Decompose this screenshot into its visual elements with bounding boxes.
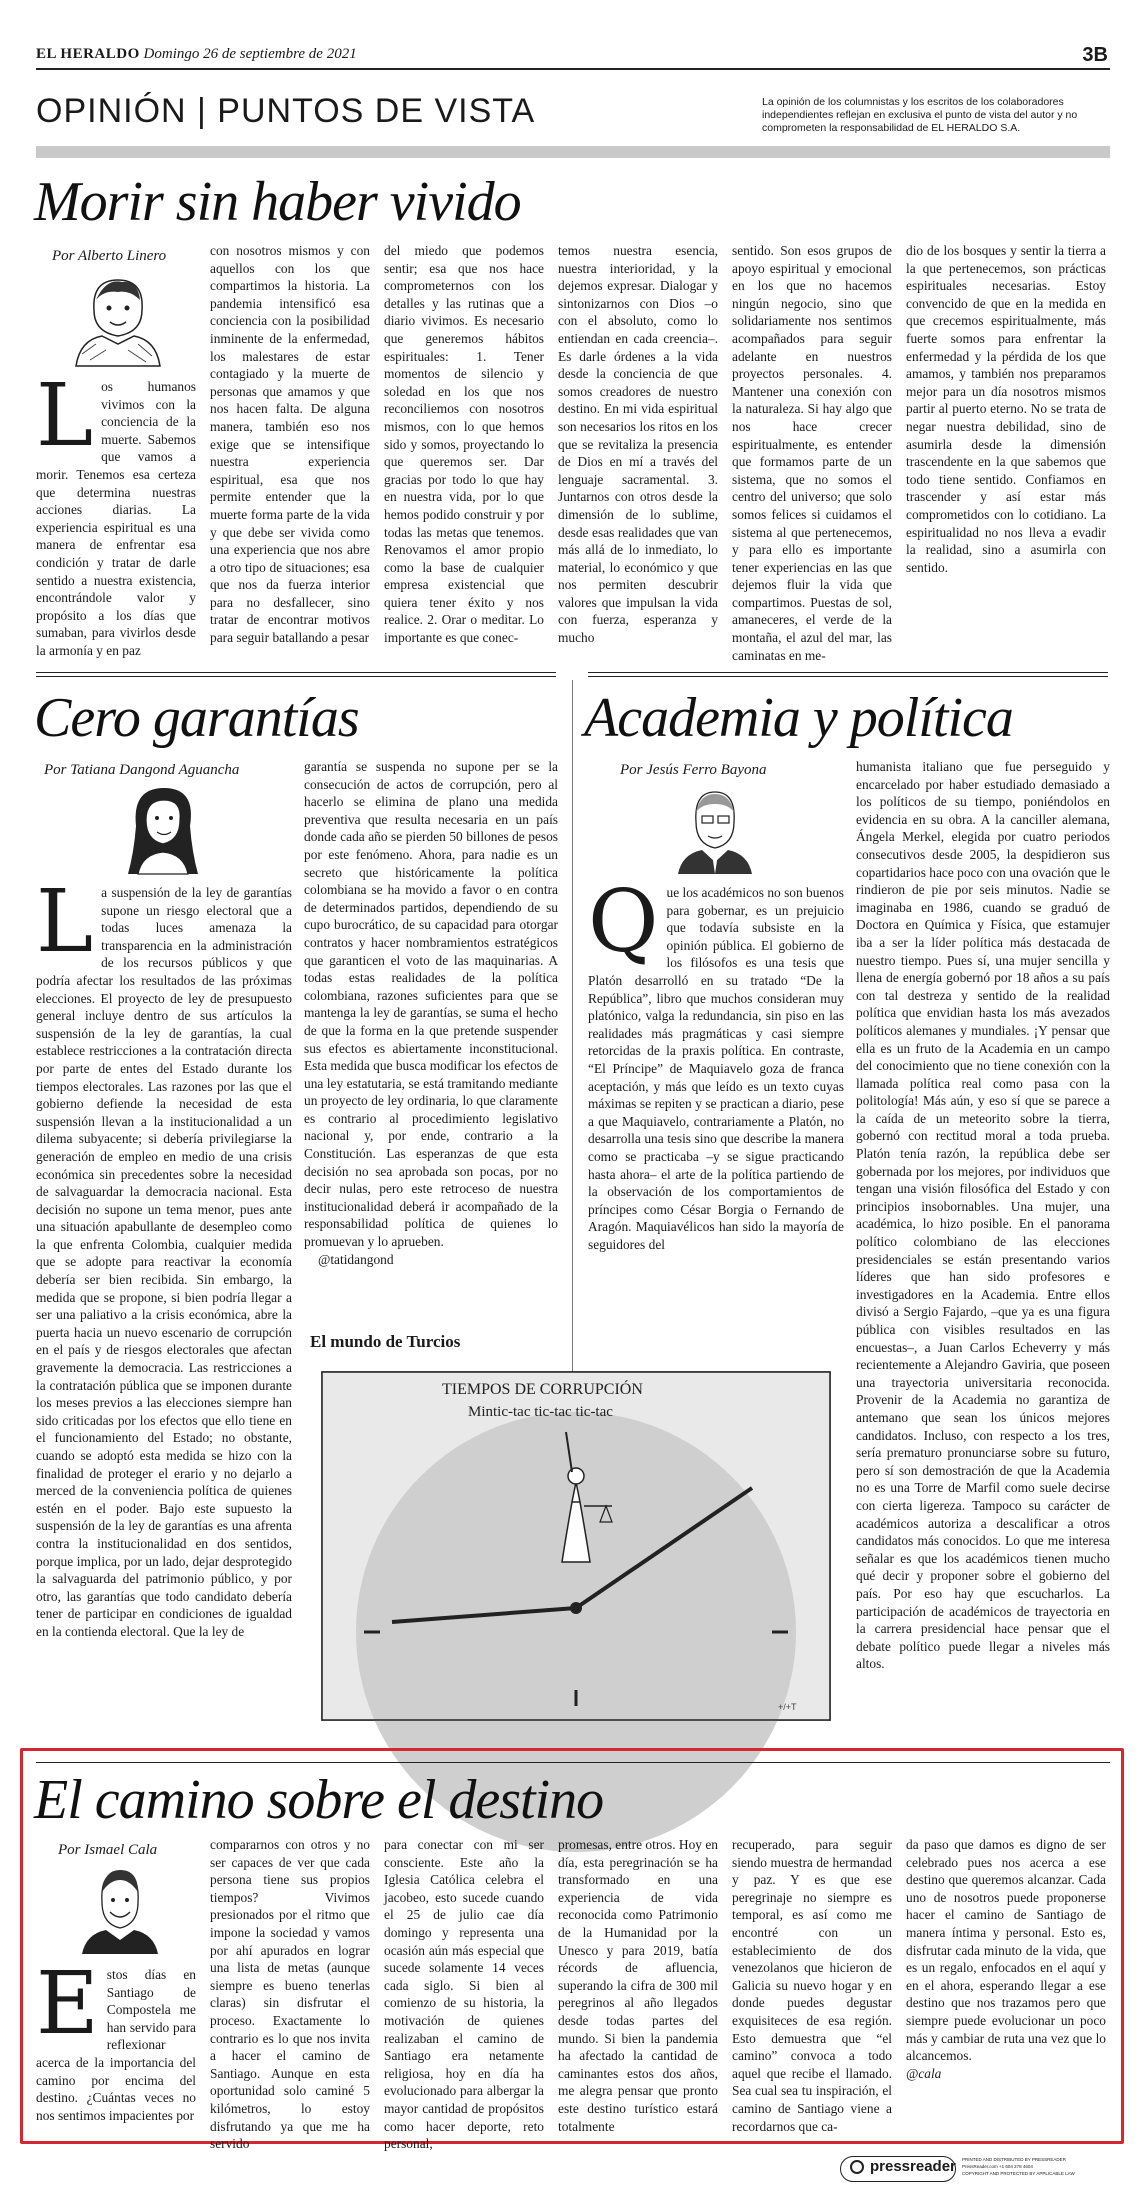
pressreader-footer <box>840 2154 1075 2184</box>
dropcap: L <box>36 366 94 466</box>
article1-col1 <box>36 366 196 658</box>
divider-rule <box>36 676 556 677</box>
divider-rule <box>588 676 1108 677</box>
byline-article4: Por Ismael Cala <box>58 1842 158 1858</box>
cartoonist-signature: +/+T <box>778 1702 797 1712</box>
article4-col2: compararnos con otros y no ser capaces de ver que cada persona tiene sus propios tiempos? Vivimos presionados por el ritmo que impone la sociedad y vamos por ahí apurados en lograr una lista de metas (aunque siempre es bueno tenerlas claras) sin disfrutar el proceso. Exactamente lo contrario es lo que nos invita a hacer el camino de Santiago. Aunque en esta oportunidad solo caminé 5 kilómetros, lo estoy disfrutando ya que me ha servido <box>210 1837 370 2152</box>
article1-col5: sentido. Son esos grupos de apoyo espiritual y emocional en los que no hacemos ningún negocio, sino que solidariamente nos sentimos acompañados para seguir adelante en nuestros proyectos personales. 4. Mantener una conexión con la naturaleza. Si hay algo que nos hace crecer espiritualmente, es entender que formamos parte de un sistema, que no somos el centro del universo; que solo somos felices si cuidamos el sistema al que pertenecemos, y para ello es importante tener experiencias en las que dejemos fluir la vida que compartimos. Puestas de sol, amaneceres, el verde de la montaña, el azul del mar, las caminatas en me- <box>732 243 892 663</box>
author-portrait-dangond <box>118 782 208 874</box>
editorial-cartoon <box>322 1372 830 1720</box>
author-portrait-linero <box>66 270 166 366</box>
article2-col2 <box>304 758 558 1278</box>
cartoon-caption-sub: Mintic-tac tic-tac tic-tac <box>468 1404 613 1420</box>
article2-col1 <box>36 872 292 1714</box>
article3-col2: humanista italiano que fue perseguido y encarcelado por haber estudiado demasiado a los políticos de su tiempo, poniéndolos en evidencia en su obra. A la canciller alemana, Ángela Merkel, elegida por cuatro periodos consecutivos desde 2005, la despidieron sus copartidarios hace poco con una ovación que le rindieron de pie por seis minutos. Nadie se imaginaba en 1986, cuando se graduó de Doctora en Química y Física, que estamujer iba a ser la líder política más destacada de nuestro tiempo. Pues sí, una mujer sencilla y llena de energía gobernó por 18 años a su país con tal destreza y sentido de la realidad política que envidian hasta los más avezados políticos alemanes y mundiales. ¡Y pensar que ella es un fruto de la Academia en un campo del conocimiento que no tiene conexión con la llamada política real como pasa con la politología! Más aún, y eso sí que se parece a la caída de un meteorito sobre la tierra, gobernó con rectitud moral a toda prueba. Platón tenía razón, la república debe ser gobernada por los mejores, por individuos que tengan una visión filosófica del Estado y con principios insobornables. Una mujer, una académica, lo hizo posible. En el panorama político colombiano de las elecciones presidenciales se están presentando varios líderes que han sido profesores e investigadores en la Academia. Entre ellos divisó a Sergio Fajardo, –que ya es una figura pública con visibles resultados en las encuestas–, a Juan Carlos Echeverry y más recientemente a Alejandro Gaviria, que poseen una trayectoria universitaria reconocida. Provenir de la Academia no garantiza de antemano que sean los únicos mejores candidatos. Incluso, con respecto a los tres, sería prematuro pronunciarse sobre su futuro, pero sí son demostración de que la Academia no es una Torre de Marfil como suele decirse con cierta ligereza. Tampoco su carácter de académicos autoriza a descalificar a otros candidatos más conocidos. Lo que me interesa señalar es que los académicos tienen mucho qué decir y proponer sobre el gobierno del país. Por eso hay que escucharlos. La participación de académicos de trayectoria en la carrera presidencial hace pensar que el debate político puede llegar a niveles más altos. <box>856 759 1110 1672</box>
article-text: garantía se suspenda no supone per se la consecución de actos de corrupción, pero al hacerlo se elimina de plano una medida preventiva que resulta necesaria en un país donde cada año se pierden 50 billones de pesos por este fenómeno. Ahora, para nadie es un secreto que históricamente la política colombiana se ha movido a favor o en contra de determinados partidos, dependiendo de su cupo burocrático, de su capacidad para otorgar contratos y hacer nombramientos estratégicos que garanticen el voto de las maquinarias. A todas estas realidades de la política colombiana, razones suficientes para que se mantenga la ley de garantías, se suma el hecho de que la forma en la que pretende suspender sus efectos es abiertamente inconstitucional. Esta medida que busca modificar los efectos de una ley estatutaria, se está tramitando mediante un proyecto de ley ordinaria, lo que claramente es contrario al procedimiento legislativo nacional y, por ende, contrario a la Constitución. Las esperanzas de que esta decisión no sea aprobada son pocas, por no decir nulas, pero este retroceso de nuestra institucionalidad deberá ir acompañado de la responsabilidad política de quienes lo promuevan y lo aprueben. <box>304 759 558 1250</box>
dropcap: E <box>36 1954 99 2054</box>
article-text: ue los académicos no son buenos para gobernar, es un prejuicio que todavía subsiste en la opinión pública. El gobierno de los filósofos es una tesis que Platón desarrolló en su tratado “De la República”, libro que muchos consideran muy platónico, valga la redundancia, sin piso en las realidades más pragmáticas y casi siempre retorcidas de la praxis política. En contraste, “El Príncipe” de Maquiavelo goza de franca aceptación, y más que leído es un texto cuyas máximas se repiten y se practican a diario, pese a que Maquiavelo, contrariamente a Platón, no desarrolla una tesis sino que describe la manera como se practicaba –y se sigue practicando hasta ahora– el arte de la política partiendo de la observación de los comportamientos de príncipes como César Borgia o Fernando de Aragón. Maquiavélicos han sido la mayoría de seguidores del <box>588 885 844 1252</box>
article4-col4: promesas, entre otros. Hoy en día, esta peregrinación se ha transformado en una experiencia de vida reconocida como Patrimonio de la Humanidad por la Unesco y para 2019, batía récords de afluencia, superando la cifra de 300 mil peregrinos al año llegados desde todas partes del mundo. Si bien la pandemia ha afectado la cantidad de caminantes estos dos años, me alegra pensar que pronto este destino turístico estará totalmente <box>558 1837 718 2134</box>
article4-col1 <box>36 1954 196 2138</box>
article-text: da paso que damos es digno de ser celebrado pues nos acerca a ese destino que queremos alcanzar. Cada uno de nosotros puede proponerse hacer el camino de Santiago de manera íntima y personal. Esto es, disfrutar cada minuto de la vida, que es un regalo, enfocados en el aquí y en el ahora, esperando llegar a ese destino que nos trazamos pero que siempre puede evolucionar un poco más y cambiar de ruta una vez que lo alcancemos. <box>906 1837 1106 2064</box>
headline-article3: Academia y política <box>584 687 1013 749</box>
author-handle: @tatidangond <box>318 1251 394 1267</box>
paper-name: EL HERALDO <box>36 46 140 62</box>
footer-line2: PressReader.com +1 604 278 4604 <box>962 2164 1033 2169</box>
masthead <box>36 46 357 63</box>
divider-rule <box>36 672 556 673</box>
article3-col1 <box>588 872 844 1304</box>
section-title: OPINIÓN | PUNTOS DE VISTA <box>36 92 536 130</box>
author-portrait-cala <box>74 1862 166 1954</box>
section-disclaimer: La opinión de los columnistas y los escritos de los colaboradores independientes reflejan en exclusiva el punto de vista del autor y no comprometen la responsabilidad de EL HERALDO S.A. <box>762 96 1078 134</box>
divider-rule <box>36 1762 1110 1763</box>
cartoon-section-title: El mundo de Turcios <box>310 1332 461 1351</box>
author-portrait-ferro <box>670 782 760 874</box>
divider-rule <box>588 672 1108 673</box>
headline-article4: El camino sobre el destino <box>34 1769 604 1831</box>
pressreader-logo-icon <box>850 2160 864 2174</box>
dropcap: Q <box>588 872 659 972</box>
article1-col6: dio de los bosques y sentir la tierra a la que pertenecemos, son prácticas espirituales necesarias. Estoy convencido de que en la medida en que crecemos espiritualmente, más fuerte somos para enfrentar la enfermedad y la pérdida de los que amamos, y también nos preparamos mejor para un día nosotros mismos partir al puerto eterno. No se trata de negar nuestra debilidad, sino de asumirla desde la dimensión trascendente en la que sabemos que todo tiene sentido. Confiamos en trascender y así estar más comprometidos con lo cotidiano. La espiritualidad no nos lleva a evadir la realidad, sino a asumirla con sentido. <box>906 243 1106 575</box>
article-text: os humanos vivimos con la conciencia de la muerte. Sabemos que vamos a morir. Tenemos esa certeza que determina nuestras acciones diarias. La experiencia espiritual es una manera de enfrentar esa condición y tratar de darle sentido a nuestra existencia, encontrándole valor y propósito a los días que sumaban, para vivirlos desde la armonía y en paz <box>36 379 196 658</box>
headline-article1: Morir sin haber vivido <box>34 171 521 233</box>
article4-col5: recuperado, para seguir siendo muestra de hermandad y paz. Y es que ese peregrinaje no siempre es temporal, es así como me encontré con un establecimiento de dos venezolanos que hicieron de Galicia su nuevo hogar y en donde puedes degustar exquisiteces de esa región. Esto demuestra que “el camino” convoca a todo aquel que recibe el llamado. Sea cual sea tu inspiración, el camino de Santiago viene a recordarnos que ca- <box>732 1837 892 2134</box>
article1-col3: del miedo que podemos sentir; esa que nos hace comprometernos con los detalles y las rutinas que a diario vivimos. Es necesario que generemos hábitos espirituales: 1. Tener momentos de silencio y soledad en los que nos reconciliemos con nosotros mismos, con lo que hemos sido y somos, proyectando lo que queremos ser. Dar gracias por todo lo que hay en nuestra vida, por lo que hemos podido construir y por todas las metas que tenemos. Renovamos el amor propio como la base de cualquier empresa existencial que quiera tener éxito y nos realice. 2. Orar o meditar. Lo importante es que conec- <box>384 243 544 646</box>
footer-line3: COPYRIGHT AND PROTECTED BY APPLICABLE LAW <box>962 2171 1075 2176</box>
footer-line1: PRINTED AND DISTRIBUTED BY PRESSREADER <box>962 2157 1066 2162</box>
byline-article1: Por Alberto Linero <box>52 248 167 264</box>
article-text: stos días en Santiago de Compostela me han servido para reflexionar acerca de la importancia del camino por encima del destino. ¿Cuántas veces no nos sentimos impacientes por <box>36 1967 196 2123</box>
cartoon-caption-title: TIEMPOS DE CORRUPCIÓN <box>442 1381 643 1398</box>
masthead-rule <box>36 68 1110 70</box>
dropcap: L <box>36 872 94 972</box>
page-number: 3B <box>1082 44 1108 66</box>
author-handle: @cala <box>906 2065 942 2081</box>
byline-article3: Por Jesús Ferro Bayona <box>620 762 767 778</box>
byline-article2: Por Tatiana Dangond Aguancha <box>44 762 240 778</box>
issue-date: Domingo 26 de septiembre de 2021 <box>143 46 357 62</box>
article1-col4: temos nuestra esencia, nuestra interioridad, y la dejemos expresar. Dialogar y sintonizarnos con Dios –o con el absoluto, como lo entiendan en cada creencia–. Es darle órdenes a la vida desde la conciencia de que somos creadores de nuestro destino. En mi vida espiritual son necesarios los ritos en los que se revitaliza la presencia de Dios en mí a través del lenguaje sacramental. 3. Juntarnos con otros desde la dimensión de lo sublime, desde esas realidades que van más allá de lo inmediato, lo material, lo económico y que nos permiten descubrir valores que impulsan la vida con fuerza, esperanza y mucho <box>558 243 718 646</box>
article-text: a suspensión de la ley de garantías supone un riesgo electoral que a todas luces amenaza la transparencia en la administración de los recursos públicos y que podría afectar los resultados de las próximas elecciones. El proyecto de ley de presupuesto general incluye dentro de sus artículos la suspensión de la ley de garantías, la cual establece restricciones a la contratación directa por parte de entes del Estado durante los tiempos electorales. Las razones por las que el gobierno defiende la necesidad de esta suspensión llevan a la institucionalidad a un dilema subyacente; si debería privilegiarse la generación de empleo en medio de una crisis económica sin precedentes sobre la necesidad de salvaguardar la democracia nacional. Esta decisión no supone un tema menor, pues ante una situación apabullante de desempleo como la que enfrenta Colombia, cualquier medida que se adopte para reactivar la economía debería ser bien recibida. Sin embargo, la medida que se propone, si bien podría llegar a ser una paliativo a la crisis económica, abre la puerta hacia un nuevo escenario de corrupción en el país y de riesgos electorales que afectan gravemente la democracia. Las restricciones a la contratación pública que se imponen durante los meses previos a las elecciones siempre han sido criticadas por los efectos que ello tiene en el funcionamiento del Estado; no obstante, cuando se adoptó esta medida se hizo con la finalidad de proteger el erario y no dejarlo a merced de la conveniencia política de quienes estén en el poder. Bajo este supuesto la suspensión de la ley de garantías es una afrenta contra la institucionalidad en dos sentidos, porque implica, por un lado, dejar desprotegido la salvaguarda del patrimonio público, y por otro, las garantías que todo candidato debería tener de participar en condiciones de igualdad en la contienda electoral. Que la ley de <box>36 885 292 1639</box>
article4-col3: para conectar con mi ser consciente. Este año la Iglesia Católica celebra el jacobeo, esto sucede cuando el 25 de julio cae día domingo y representa una ocasión aún más especial que sucede solamente 14 veces cada siglo. Si bien al comienzo de su historia, la motivación de quienes realizaban el camino de Santiago era netamente religiosa, hoy en día ha evolucionado para albergar la mayor cantidad de propósitos como hacer deporte, reto personal, <box>384 1837 544 2152</box>
pressreader-brand: pressreader <box>870 2158 956 2175</box>
article4-col6 <box>906 1836 1106 2138</box>
article1-col2: con nosotros mismos y con aquellos con los que compartimos la historia. La pandemia intensificó esa conciencia con la posibilidad inminente de la enfermedad, los malestares de estar contagiado y la muerte de personas que amamos y que nos hacen falta. De alguna manera, también eso nos exige que se intensifique nuestra experiencia espiritual, esa que nos permite entender que la muerte forma parte de la vida y que debe ser vivida como una experiencia que nos abre a otro tipo de situaciones; esa que nos da fuerza interior para no desfallecer, sino tratar de encontrar motivos para seguir batallando a pesar <box>210 243 370 646</box>
section-band <box>36 146 1110 158</box>
headline-article2: Cero garantías <box>34 687 359 749</box>
